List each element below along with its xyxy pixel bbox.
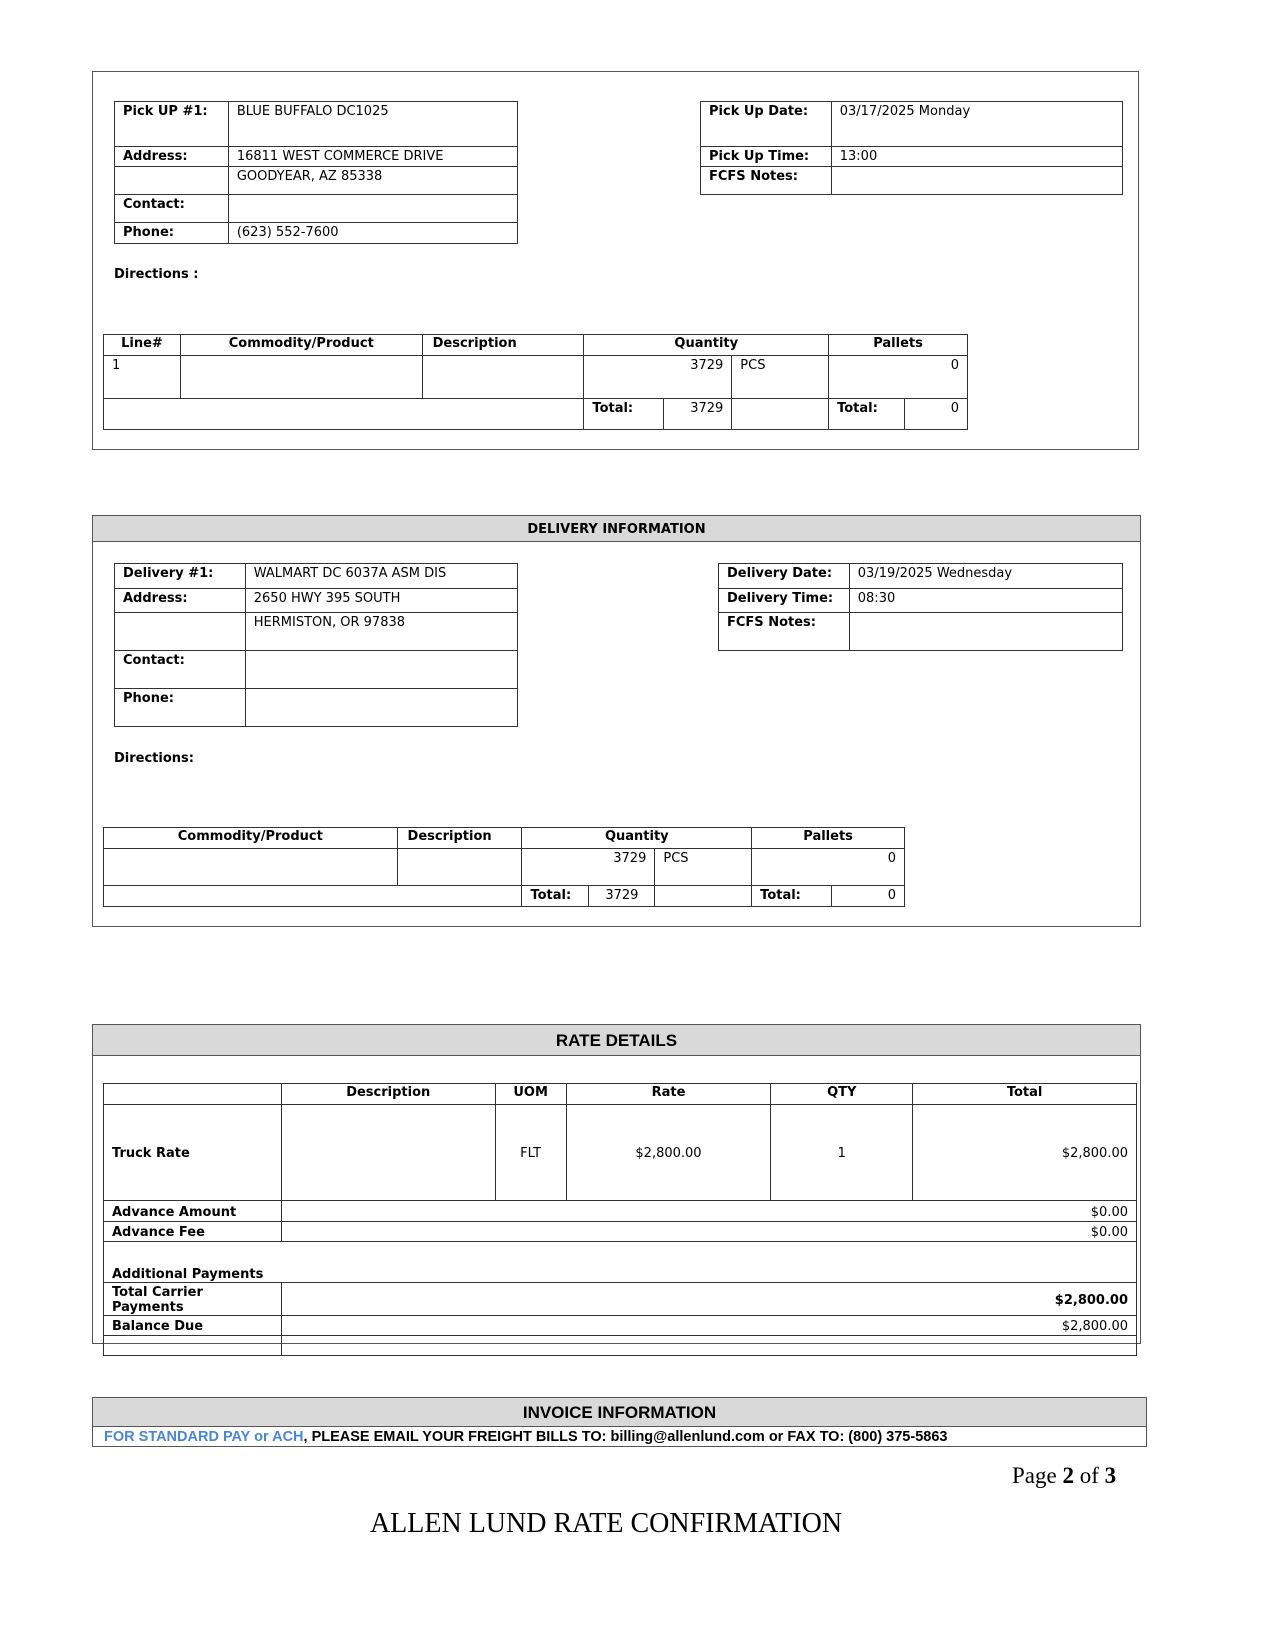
rate-blank-cell-2 [281, 1336, 1136, 1356]
delivery-col-quantity: Quantity [522, 828, 752, 849]
pickup-pallet-total: 0 [905, 399, 968, 430]
delivery-contact [245, 651, 517, 689]
pickup-unit-total-blank [732, 399, 829, 430]
total-carrier-label: Total Carrier Payments [104, 1283, 282, 1316]
pickup-contact [228, 195, 517, 223]
delivery-row-unit: PCS [655, 849, 752, 886]
pickup-contact-label: Contact: [115, 195, 229, 223]
delivery-directions-label: Directions: [114, 751, 194, 766]
truck-rate-total: $2,800.00 [913, 1105, 1137, 1201]
pickup-phone: (623) 552-7600 [228, 223, 517, 244]
delivery-fcfs [849, 613, 1122, 651]
delivery-qty-total: 3729 [589, 886, 655, 907]
table-row [104, 1242, 1137, 1283]
delivery-items-table [103, 827, 905, 907]
delivery-row-pallets: 0 [752, 849, 905, 886]
pickup-time: 13:00 [831, 147, 1122, 167]
delivery-row-commodity [104, 849, 398, 886]
pickup-address-line2: GOODYEAR, AZ 85338 [228, 167, 517, 195]
invoice-highlight: FOR STANDARD PAY or ACH [104, 1429, 304, 1445]
delivery-date-table [718, 563, 1123, 651]
pickup-directions-label: Directions : [114, 267, 199, 282]
additional-payments-label: Additional Payments [104, 1242, 1137, 1283]
page-prefix: Page [1012, 1463, 1063, 1488]
pickup-pallet-total-label: Total: [829, 399, 905, 430]
table-row [104, 1222, 1137, 1242]
delivery-pallet-total: 0 [832, 886, 905, 907]
truck-rate-uom: FLT [495, 1105, 566, 1201]
delivery-header: DELIVERY INFORMATION [93, 516, 1140, 542]
pickup-address-line1: 16811 WEST COMMERCE DRIVE [228, 147, 517, 167]
delivery-unit-total-blank [655, 886, 752, 907]
page-current: 2 [1062, 1463, 1074, 1488]
delivery-qty-total-label: Total: [522, 886, 589, 907]
advance-fee-label: Advance Fee [104, 1222, 282, 1242]
rate-table [103, 1083, 1137, 1356]
page-total: 3 [1104, 1463, 1117, 1488]
pickup-qty-total-label: Total: [584, 399, 664, 430]
pickup-info-table [114, 101, 518, 244]
pickup-col-pallets: Pallets [829, 335, 968, 356]
delivery-col-description: Description [397, 828, 522, 849]
pickup-row-description [422, 356, 584, 399]
truck-rate-rate: $2,800.00 [566, 1105, 771, 1201]
pickup-date-label: Pick Up Date: [701, 102, 832, 147]
delivery-total-blank [104, 886, 522, 907]
delivery-address-label: Address: [115, 589, 246, 613]
advance-fee-value: $0.00 [281, 1222, 1136, 1242]
delivery-date: 03/19/2025 Wednesday [849, 564, 1122, 589]
pickup-fcfs [831, 167, 1122, 195]
delivery-phone-label: Phone: [115, 689, 246, 727]
delivery-contact-label: Contact: [115, 651, 246, 689]
rate-blank-cell-1 [104, 1336, 282, 1356]
invoice-header: INVOICE INFORMATION [93, 1398, 1146, 1427]
table-row [104, 356, 968, 399]
pickup-items-table [103, 334, 968, 430]
delivery-info-table [114, 563, 518, 727]
pickup-label: Pick UP #1: [115, 102, 229, 147]
pickup-address-blank [115, 167, 229, 195]
delivery-label: Delivery #1: [115, 564, 246, 589]
delivery-col-pallets: Pallets [752, 828, 905, 849]
pickup-time-label: Pick Up Time: [701, 147, 832, 167]
delivery-address-line1: 2650 HWY 395 SOUTH [245, 589, 517, 613]
document-title: ALLEN LUND RATE CONFIRMATION [369, 1508, 843, 1539]
pickup-row-commodity [180, 356, 422, 399]
table-row [104, 1316, 1137, 1336]
delivery-name: WALMART DC 6037A ASM DIS [245, 564, 517, 589]
delivery-time-label: Delivery Time: [719, 589, 850, 613]
invoice-text: , PLEASE EMAIL YOUR FREIGHT BILLS TO: billing@allenlund.com or FAX TO: (800) 375-5863 [303, 1429, 948, 1445]
pickup-row-qty: 3729 [584, 356, 732, 399]
pickup-row-unit: PCS [732, 356, 829, 399]
pickup-phone-label: Phone: [115, 223, 229, 244]
pickup-date: 03/17/2025 Monday [831, 102, 1122, 147]
pickup-date-table [700, 101, 1123, 195]
delivery-fcfs-label: FCFS Notes: [719, 613, 850, 651]
table-row [104, 849, 905, 886]
table-row [104, 1105, 1137, 1201]
delivery-address-blank [115, 613, 246, 651]
rate-col-total: Total [913, 1084, 1137, 1105]
table-row [104, 1283, 1137, 1316]
delivery-phone [245, 689, 517, 727]
pickup-col-quantity: Quantity [584, 335, 829, 356]
balance-due-value: $2,800.00 [281, 1316, 1136, 1336]
advance-amount-value: $0.00 [281, 1201, 1136, 1222]
table-row [104, 1201, 1137, 1222]
pickup-address-label: Address: [115, 147, 229, 167]
balance-due-label: Balance Due [104, 1316, 282, 1336]
pickup-row-pallets: 0 [829, 356, 968, 399]
pickup-col-commodity: Commodity/Product [180, 335, 422, 356]
delivery-address-line2: HERMISTON, OR 97838 [245, 613, 517, 651]
page-of: of [1073, 1463, 1105, 1488]
pickup-col-description: Description [422, 335, 584, 356]
truck-rate-description [281, 1105, 495, 1201]
pickup-name: BLUE BUFFALO DC1025 [228, 102, 517, 147]
rate-col-blank [104, 1084, 282, 1105]
delivery-col-commodity: Commodity/Product [104, 828, 398, 849]
advance-amount-label: Advance Amount [104, 1201, 282, 1222]
delivery-date-label: Delivery Date: [719, 564, 850, 589]
pickup-qty-total: 3729 [664, 399, 732, 430]
delivery-pallet-total-label: Total: [752, 886, 832, 907]
truck-rate-qty: 1 [771, 1105, 913, 1201]
table-row [104, 1336, 1137, 1356]
pickup-row-line: 1 [104, 356, 181, 399]
total-carrier-value: $2,800.00 [281, 1283, 1136, 1316]
delivery-row-description [397, 849, 522, 886]
rate-header: RATE DETAILS [93, 1025, 1140, 1056]
invoice-instructions [104, 1429, 947, 1445]
delivery-row-qty: 3729 [522, 849, 655, 886]
pickup-col-line: Line# [104, 335, 181, 356]
rate-col-uom: UOM [495, 1084, 566, 1105]
page-number [1012, 1463, 1116, 1489]
pickup-total-blank [104, 399, 584, 430]
truck-rate-label: Truck Rate [104, 1105, 282, 1201]
rate-col-description: Description [281, 1084, 495, 1105]
rate-col-qty: QTY [771, 1084, 913, 1105]
rate-col-rate: Rate [566, 1084, 771, 1105]
pickup-fcfs-label: FCFS Notes: [701, 167, 832, 195]
delivery-time: 08:30 [849, 589, 1122, 613]
